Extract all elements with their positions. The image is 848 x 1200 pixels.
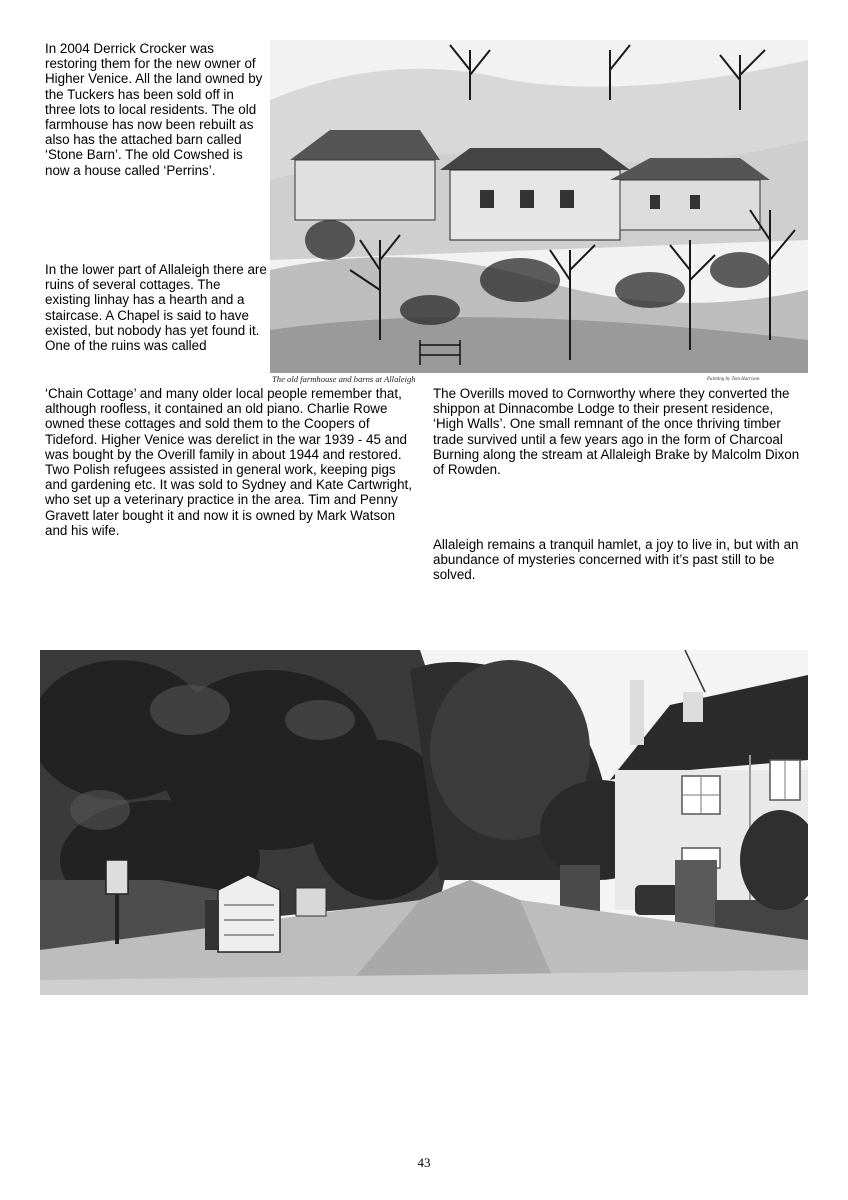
intro-paragraph: In 2004 Derrick Crocker was restoring them for the new owner of Higher Venice. All the land owned by the Tuckers has been sold off in three lots to local residents. The old farmhouse has now been rebuilt as also has the attached barn called ‘Stone Barn’. The old Cowshed is now a house called ‘Perrins’. (45, 41, 263, 178)
page-number: 43 (417, 1155, 431, 1170)
closing-paragraph: Allaleigh remains a tranquil hamlet, a joy to live in, but with an abundance of mysteries concerned with it’s past still to be solved. (433, 537, 799, 583)
painting-credit: Painting by Tom Harrison (707, 377, 760, 382)
overills-paragraph: The Overills moved to Cornworthy where they converted the shippon at Dinnacombe Lodge to their present residence, ‘High Walls’. One small remnant of the once thriving timber trade survived until a few years ago in the form of Charcoal Burning along the stream at Allaleigh Brake by Malcolm Dixon of Rowden. (433, 386, 800, 478)
lane-photograph (40, 650, 808, 995)
painting-caption: The old farmhouse and barns at Allaleigh (272, 374, 416, 384)
farmhouse-painting (270, 40, 808, 373)
lower-allaleigh-paragraph: In the lower part of Allaleigh there are ruins of several cottages. The existing linhay has a hearth and a staircase. A Chapel is said to have existed, but nobody has yet found it. One of the ruins was called (45, 262, 267, 354)
chain-cottage-paragraph: ‘Chain Cottage’ and many older local people remember that, although roofless, it contained an old piano. Charlie Rowe owned these cottages and sold them to the Coopers of Tideford. Higher Venice was derelict in the war 1939 - 45 and was bought by the Overill family in about 1944 and restored. Two Polish refugees assisted in general work, keeping pigs and gardening etc. It was sold to Sydney and Kate Cartwright, who set up a veterinary practice in the area. Tim and Penny Gravett later bought it and now it is owned by Mark Watson and his wife. (45, 386, 412, 538)
